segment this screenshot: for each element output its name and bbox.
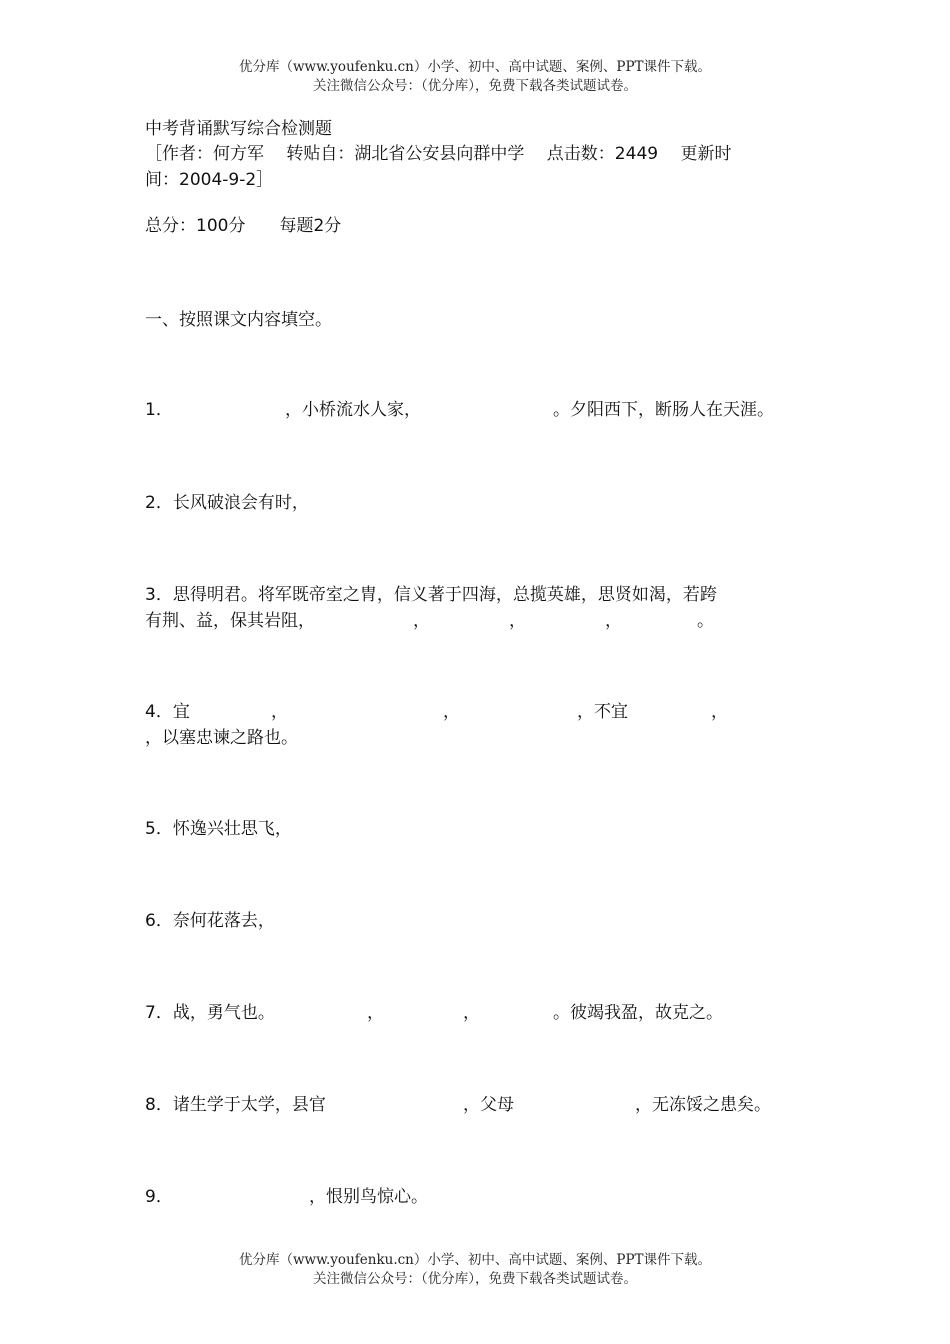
footer-line-1: 优分库（www.youfenku.cn）小学、初中、高中试题、案例、PPT课件下载。: [238, 1252, 712, 1268]
question-3-text-1: 3．思得明君。将军既帝室之胄，信义著于四海，总揽英雄，思贤如渴，若跨: [145, 585, 717, 605]
question-9: [145, 1184, 825, 1210]
header-line-2: 关注微信公众号：（优分库），免费下载各类试题试卷。: [313, 78, 637, 94]
document-title: 中考背诵默写综合检测题: [145, 119, 332, 139]
question-4-text-1: 4．宜: [145, 702, 190, 722]
question-2: [145, 490, 825, 516]
question-4-comma-1: ，: [271, 702, 288, 722]
question-8-text-1: 8．诸生学于太学，县官: [145, 1095, 326, 1115]
question-3: [145, 582, 825, 608]
document-meta-line-1: ［作者：何方军 转贴自：湖北省公安县向群中学 点击数：2449 更新时: [145, 144, 732, 164]
question-2-text: 2．长风破浪会有时，: [145, 493, 309, 513]
section-heading: 一、按照课文内容填空。: [145, 310, 332, 330]
question-4-comma-2: ，: [443, 702, 460, 722]
question-8: [145, 1092, 825, 1118]
question-1-text-2: 。夕阳西下，断肠人在天涯。: [553, 400, 774, 420]
page-header: [0, 58, 950, 96]
question-3-comma-2: ，: [509, 611, 526, 631]
question-7-text-1: 7．战，勇气也。: [145, 1003, 275, 1023]
question-8-text-2: ，父母: [463, 1095, 514, 1115]
question-3-comma-1: ，: [413, 611, 430, 631]
question-5-text: 5．怀逸兴壮思飞，: [145, 819, 292, 839]
question-8-text-3: ，无冻馁之患矣。: [635, 1095, 771, 1115]
page-footer: [0, 1251, 950, 1289]
question-7-text-2: 。彼竭我盈，故克之。: [553, 1003, 723, 1023]
footer-line-2: 关注微信公众号：（优分库），免费下载各类试题试卷。: [313, 1271, 637, 1287]
question-9-text: ，恨别鸟惊心。: [309, 1187, 428, 1207]
question-6-text: 6．奈何花落去，: [145, 911, 275, 931]
question-3-text-2: 有荆、益，保其岩阻，: [145, 611, 315, 631]
question-4-comma-3: ，: [711, 702, 728, 722]
question-3-line-2: [145, 608, 825, 634]
question-9-number: 9．: [145, 1187, 173, 1207]
document-meta-line-2: 间：2004-9-2］: [145, 170, 274, 190]
question-3-period: 。: [697, 611, 714, 631]
question-7-comma-1: ，: [367, 1003, 384, 1023]
question-7: [145, 1000, 825, 1026]
question-3-comma-3: ，: [605, 611, 622, 631]
question-4-line-2: [145, 725, 825, 751]
question-6: [145, 908, 825, 934]
question-4-text-2: ，不宜: [577, 702, 628, 722]
question-1: [145, 397, 825, 423]
score-info: 总分：100分 每题2分: [145, 216, 342, 236]
question-1-text-1: ，小桥流水人家，: [285, 400, 421, 420]
question-7-comma-2: ，: [463, 1003, 480, 1023]
question-5: [145, 816, 825, 842]
question-4: [145, 699, 825, 725]
question-4-text-3: ，以塞忠谏之路也。: [145, 728, 298, 748]
header-line-1: 优分库（www.youfenku.cn）小学、初中、高中试题、案例、PPT课件下载。: [238, 59, 712, 75]
question-1-number: 1．: [145, 400, 173, 420]
